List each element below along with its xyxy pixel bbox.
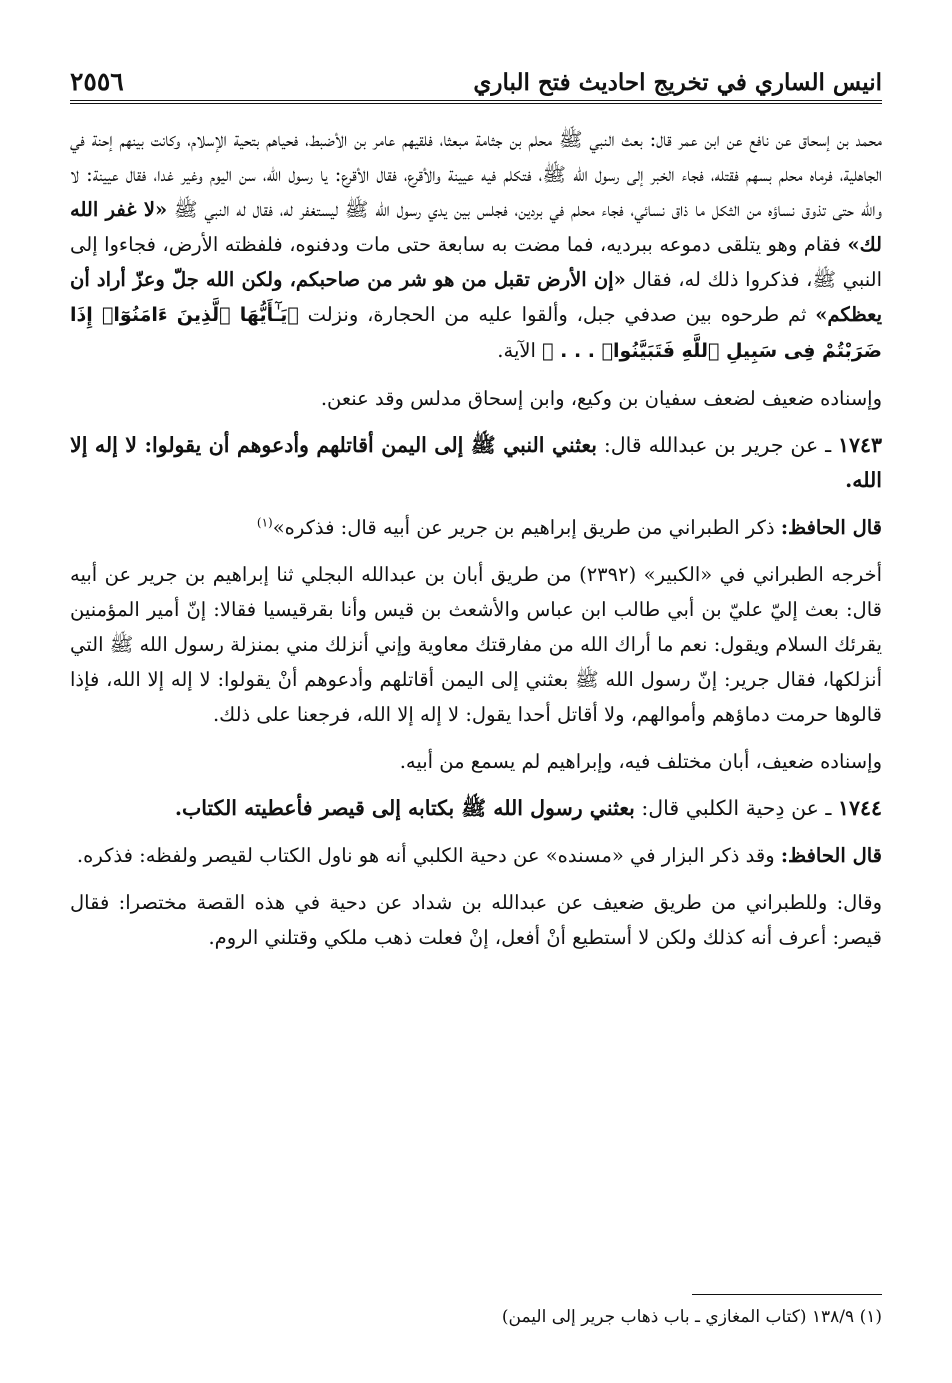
hafiz-text: ذكر الطبراني من طريق إبراهيم بن جرير عن أبيه قال: فذكره» (272, 516, 781, 539)
hadith-number: ١٧٤٣ (837, 433, 882, 457)
hafiz-text: وقد ذكر البزار في «مسنده» عن دحية الكلبي أنه هو ناول الكتاب لقيصر ولفظه: فذكره. (76, 844, 781, 867)
narration-text: محمد بن إسحاق عن نافع عن ابن عمر قال: بعث النبي ﷺ محلم بن جثامة مبعثا، فلقيهم عامر بن الأضبط، فحياهم بتحية الإسلام، وكانت بينهم إحنة في الجاهلية، فرماه محلم بسهم فقتله، فجاء الخبر إلى رسول الله ﷺ، فتكلم فيه عيينة والأقرع، فقال الأقرع: يا رسول الله، سن اليوم وغير غدا، فقال عيينة: لا والله حتى تذوق نساؤه من الثكل ما ذاق نسائي، فجاء محلم في بردين، فجلس بين يدي رسول الله ﷺ ليستغفر له، فقال له النبي ﷺ (70, 128, 882, 221)
hadith-quote: «لا غفر الله لك» (70, 198, 882, 256)
hadith-number: ١٧٤٤ (837, 796, 882, 820)
narration-text: ثم طرحوه بين صدفي جبل، وألقوا عليه من الحجارة، ونزلت (298, 303, 816, 326)
narration-text: الآية. (497, 339, 543, 362)
footnote-divider (692, 1294, 882, 1295)
main-text (70, 122, 882, 955)
hafiz-label: قال الحافظ: (780, 516, 882, 539)
hadith-quote: «إن الأرض تقبل من هو شر من صاحبكم، ولكن الله جلّ وعزّ أراد أن يعظكم» (70, 268, 882, 326)
hadith-intro: ـ عن جرير بن عبدالله قال: (597, 433, 838, 457)
hafiz-comment (70, 510, 882, 545)
grading-paragraph: وإسناده ضعيف، أبان مختلف فيه، وإبراهيم لم يسمع من أبيه. (399, 750, 882, 773)
takhrij-paragraph: أخرجه الطبراني في «الكبير» (٢٣٩٢) من طريق أبان بن عبدالله البجلي ثنا إبراهيم بن جرير عن أبيه قال: بعث إليّ عليّ بن أبي طالب ابن عباس والأشعث بن قيس وأنا بقرقيسيا فقالا: إنّ أمير المؤمنين يقرئك السلام ويقول: نعم ما أراك الله من مفارقتك معاوية وإني أنزلك مني بمنزلة رسول الله ﷺ التي أنزلكها، فقال جرير: إنّ رسول الله ﷺ بعثني إلى اليمن أقاتلهم وأدعوهم أنْ يقولوا: لا إله إلا الله، فإذا قالوها حرمت دماؤهم وأموالهم، ولا أقاتل أحدا يقول: لا إله إلا الله، فرجعنا على ذلك. (70, 563, 882, 726)
narration-text: فقام وهو يتلقى دموعه ببرديه، فما مضت به سابعة حتى مات ودفنوه، فلفظته الأرض، فجاءوا إلى النبي ﷺ، فذكروا ذلك له، فقال (70, 233, 882, 291)
footnote: (١) ١٣٨/٩ (كتاب المغازي ـ باب ذهاب جرير إلى اليمن) (501, 1307, 882, 1327)
running-title: انيس الساري في تخريج احاديث فتح الباري (473, 69, 882, 96)
narration-paragraph (70, 122, 882, 369)
hadith-text: بعثني النبي ﷺ إلى اليمن أقاتلهم وأدعوهم أن يقولوا: لا إله إلا الله. (70, 433, 882, 492)
hadith-intro: ـ عن دِحية الكلبي قال: (634, 796, 838, 820)
quran-verse: ﴿يَـٰٓأَيُّهَا ٱلَّذِينَ ءَامَنُوٓا۟ إِذَا ضَرَبْتُمْ فِى سَبِيلِ ٱللَّهِ فَتَبَيَّنُوا۟ . . . ﴾ (70, 304, 882, 362)
grading-paragraph: وإسناده ضعيف لضعف سفيان بن وكيع، وابن إسحاق مدلس وقد عنعن. (320, 387, 882, 410)
takhrij-paragraph: وقال: وللطبراني من طريق ضعيف عن عبدالله بن شداد عن دحية في هذه القصة مختصرا: فقال قيصر: أعرف أنه كذلك ولكن لا أستطيع أنْ أفعل، إنْ فعلت ذهب ملكي وقتلني الروم. (70, 891, 882, 949)
page-number: ٢٥٥٦ (70, 67, 124, 96)
hadith-text: بعثني رسول الله ﷺ بكتابه إلى قيصر فأعطيته الكتاب. (174, 796, 635, 820)
hadith-entry-1744 (70, 791, 882, 826)
book-page (70, 50, 882, 1353)
hafiz-label: قال الحافظ: (780, 844, 882, 867)
hadith-entry-1743 (70, 428, 882, 498)
footnote-ref: (١) (256, 515, 273, 530)
hafiz-comment (70, 838, 882, 873)
page-header (70, 50, 882, 104)
